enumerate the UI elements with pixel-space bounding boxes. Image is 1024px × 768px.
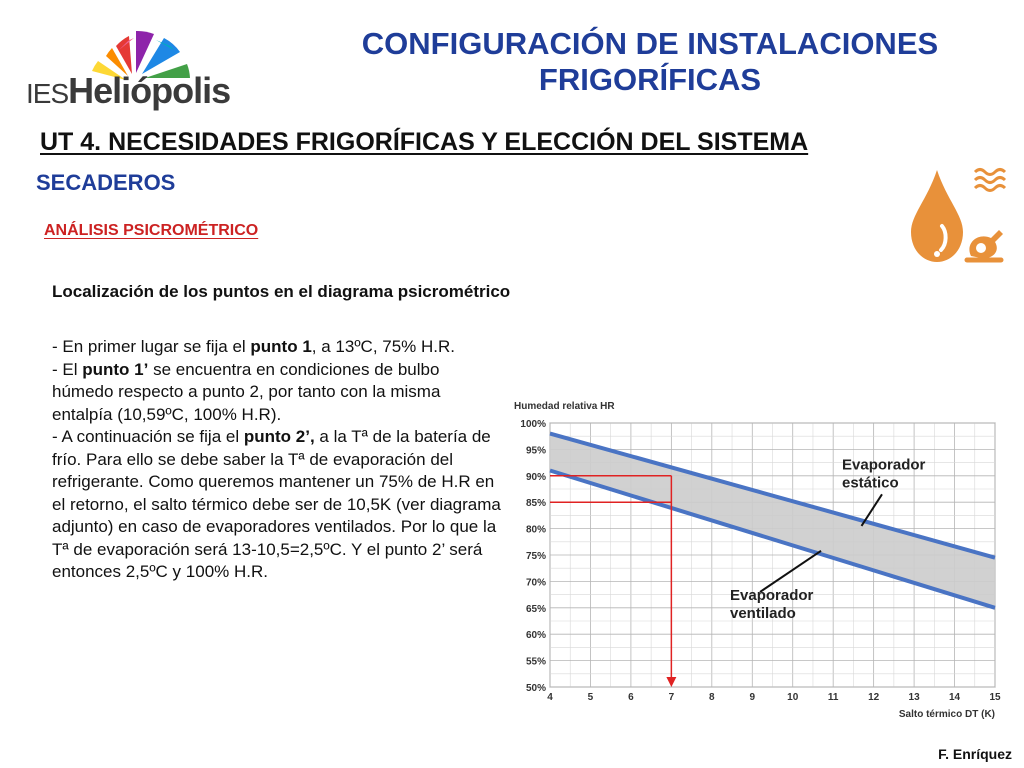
p1-bold: punto 1 (250, 337, 312, 356)
x-tick-label: 11 (827, 692, 839, 703)
x-tick-label: 6 (628, 692, 634, 703)
x-tick-label: 9 (749, 692, 756, 703)
y-tick-label: 55% (525, 656, 546, 668)
paragraph-3 (52, 426, 502, 584)
x-tick-label: 8 (709, 692, 715, 703)
ham-icon (967, 230, 1003, 260)
y-tick-label: 60% (525, 630, 546, 642)
series-1-label-line2: estático (842, 474, 899, 492)
p3-text: - A continuación se fija el (52, 427, 244, 446)
water-drop-icon (905, 160, 1010, 270)
paragraph-2 (52, 359, 502, 427)
x-tick-label: 12 (868, 692, 880, 703)
y-tick-label: 95% (525, 445, 546, 457)
y-tick-label: 90% (525, 471, 546, 483)
y-axis-label: Humedad relativa HR (514, 401, 615, 412)
y-tick-label: 65% (525, 603, 546, 615)
p2-text: - El (52, 359, 83, 379)
logo-text (26, 70, 230, 112)
y-tick-label: 85% (525, 498, 546, 510)
x-tick-label: 4 (547, 692, 553, 703)
x-tick-label: 13 (908, 692, 920, 703)
y-tick-label: 80% (525, 524, 546, 536)
series-2-label-line2: ventilado (730, 604, 796, 622)
p3-text-end: a la Tª de la batería de frío. Para ello se debe saber la Tª de evaporación del refrigerante. Como queremos mantener un 75% de H.R en el retorno, el salto térmico debe ser de 10,5K (ver diagrama adjunto) en caso de evaporadores ventilados. Por lo que la Tª de evaporación será 13-10,5=2,5ºC. Y el punto 2’ será entonces 2,5ºC y 100% H.R. (52, 427, 501, 581)
logo-name: Heliópolis (68, 70, 231, 111)
series-1-label-line1: Evaporador (842, 456, 926, 474)
x-tick-label: 14 (948, 692, 961, 703)
series-2-label-line1: Evaporador (730, 586, 814, 604)
author: F. Enríquez (938, 746, 1012, 762)
x-axis-label: Salto térmico DT (K) (898, 709, 995, 720)
y-tick-label: 50% (525, 683, 546, 694)
page-title (300, 26, 1000, 98)
p2-bold: punto 1’ (82, 359, 149, 379)
p1-text-end: , a 13ºC, 75% H.R. (311, 337, 456, 356)
p1-text: - En primer lugar se fija el (52, 337, 251, 356)
x-tick-label: 7 (668, 692, 675, 703)
humidity-chart (510, 395, 1010, 725)
section-title: SECADEROS (36, 170, 176, 195)
content-heading: Localización de los puntos en el diagrama psicrométrico (52, 282, 511, 301)
paragraph-1 (52, 336, 502, 359)
p2-text-end: se encuentra en condiciones de bulbo húmedo respecto a punto 2, por tanto con la misma entalpía (10,59ºC, 100% H.R). (52, 359, 441, 424)
subsection-title: ANÁLISIS PSICROMÉTRICO (44, 222, 259, 239)
y-tick-label: 75% (525, 551, 546, 562)
title-line-1: CONFIGURACIÓN DE INSTALACIONES (361, 26, 939, 61)
y-tick-label: 100% (520, 419, 546, 430)
title-line-2: FRIGORÍFICAS (538, 62, 762, 97)
p3-bold: punto 2’, (243, 427, 315, 446)
x-tick-label: 5 (587, 692, 594, 703)
x-tick-label: 10 (787, 692, 799, 703)
logo-prefix: IES (26, 78, 69, 109)
unit-subtitle: UT 4. NECESIDADES FRIGORÍFICAS Y ELECCIÓN DEL SISTEMA (40, 128, 809, 156)
x-tick-label: 15 (989, 692, 1001, 703)
content-body (52, 336, 502, 584)
y-tick-label: 70% (525, 577, 546, 589)
